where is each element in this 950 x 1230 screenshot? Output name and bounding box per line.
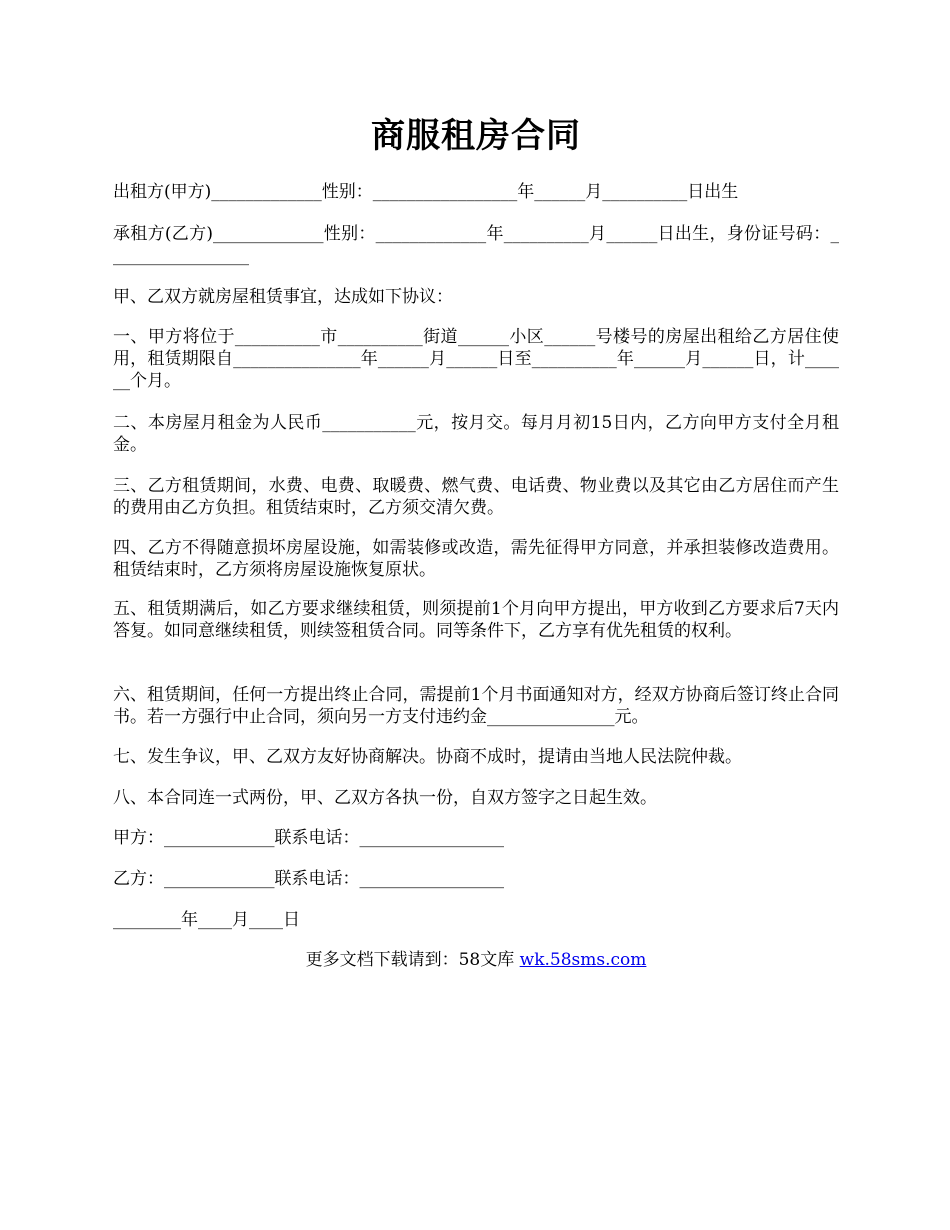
clause-6: 六、租赁期间，任何一方提出终止合同，需提前1个月书面通知对方，经双方协商后签订终止合同书。若一方强行中止合同，须向另一方支付违约金_______________元。 — [113, 685, 839, 727]
clause-4: 四、乙方不得随意损坏房屋设施，如需装修或改造，需先征得甲方同意，并承担装修改造费用。租赁结束时，乙方须将房屋设施恢复原状。 — [113, 538, 839, 580]
footer-link[interactable]: wk.58sms.com — [519, 950, 647, 970]
lessor-info: 出租方(甲方)_____________性别：_________________年______月__________日出生 — [113, 182, 739, 202]
clause-1: 一、甲方将位于__________市__________街道______小区______号楼号的房屋出租给乙方居住使用，租赁期限自_______________年______月______日至__________年______月______日，计______个月。 — [113, 327, 839, 391]
lessee-info: 承租方(乙方)_____________性别：_____________年__________月______日出生，身份证号码：_________________ — [113, 224, 839, 266]
footer-text: 更多文档下载请到：58文库 — [305, 950, 515, 970]
clause-8: 八、本合同连一式两份，甲、乙双方各执一份，自双方签字之日起生效。 — [113, 788, 657, 808]
download-footer — [113, 949, 839, 971]
party-b-signature-line: 乙方：_____________联系电话：_________________ — [113, 869, 504, 889]
document-title: 商服租房合同 — [371, 116, 581, 156]
clause-7: 七、发生争议，甲、乙双方友好协商解决。协商不成时，提请由当地人民法院仲裁。 — [113, 747, 742, 767]
date-line: ________年____月____日 — [113, 910, 300, 930]
party-a-signature-line: 甲方：_____________联系电话：_________________ — [113, 828, 504, 848]
agreement-intro: 甲、乙双方就房屋租赁事宜，达成如下协议： — [113, 287, 453, 307]
clause-5: 五、租赁期满后，如乙方要求继续租赁，则须提前1个月向甲方提出，甲方收到乙方要求后7天内答复。如同意继续租赁，则续签租赁合同。同等条件下，乙方享有优先租赁的权利。 — [113, 599, 839, 641]
clause-2: 二、本房屋月租金为人民币___________元，按月交。每月月初15日内，乙方向甲方支付全月租金。 — [113, 413, 839, 455]
clause-3: 三、乙方租赁期间，水费、电费、取暖费、燃气费、电话费、物业费以及其它由乙方居住而产生的费用由乙方负担。租赁结束时，乙方须交清欠费。 — [113, 476, 839, 518]
